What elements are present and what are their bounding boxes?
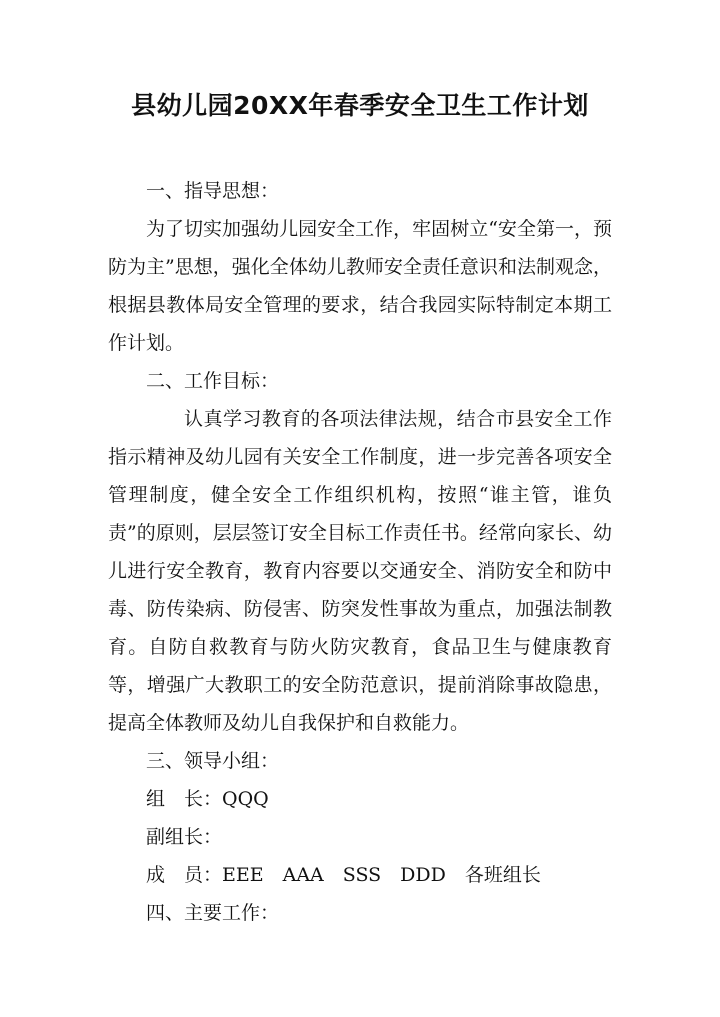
members-line: 成 员：EEE AAA SSS DDD 各班组长 [146, 864, 541, 886]
section-2-paragraph: 认真学习教育的各项法律法规，结合市县安全工作指示精神及幼儿园有关安全工作制度，进一步完善各项安全管理制度，健全安全工作组织机构，按照“谁主管，谁负责”的原则，层层签订安全目标工作责任书。经常向家长、幼儿进行安全教育，教育内容要以交通安全、消防安全和防中毒、防传染病、防侵害、防突发性事故为重点，加强法制教育。自防自救教育与防火防灾教育，食品卫生与健康教育等，增强广大教职工的安全防范意识，提前消除事故隐患，提高全体教师及幼儿自我保护和自救能力。 [108, 408, 612, 734]
document-body [108, 172, 612, 932]
section-1-paragraph: 为了切实加强幼儿园安全工作，牢固树立“安全第一，预防为主”思想，强化全体幼儿教师安全责任意识和法制观念，根据县教体局安全管理的要求，结合我园实际特制定本期工作计划。 [108, 218, 612, 354]
section-1-heading: 一、指导思想： [146, 180, 280, 202]
deputy-leader-line: 副组长： [146, 826, 223, 848]
section-4-heading: 四、主要工作： [146, 902, 280, 924]
document-title: 县幼儿园20XX年春季安全卫生工作计划 [131, 91, 589, 120]
section-2-heading: 二、工作目标： [146, 370, 280, 392]
leader-line: 组 长：QQQ [146, 788, 269, 810]
section-3-heading: 三、领导小组： [146, 750, 280, 772]
